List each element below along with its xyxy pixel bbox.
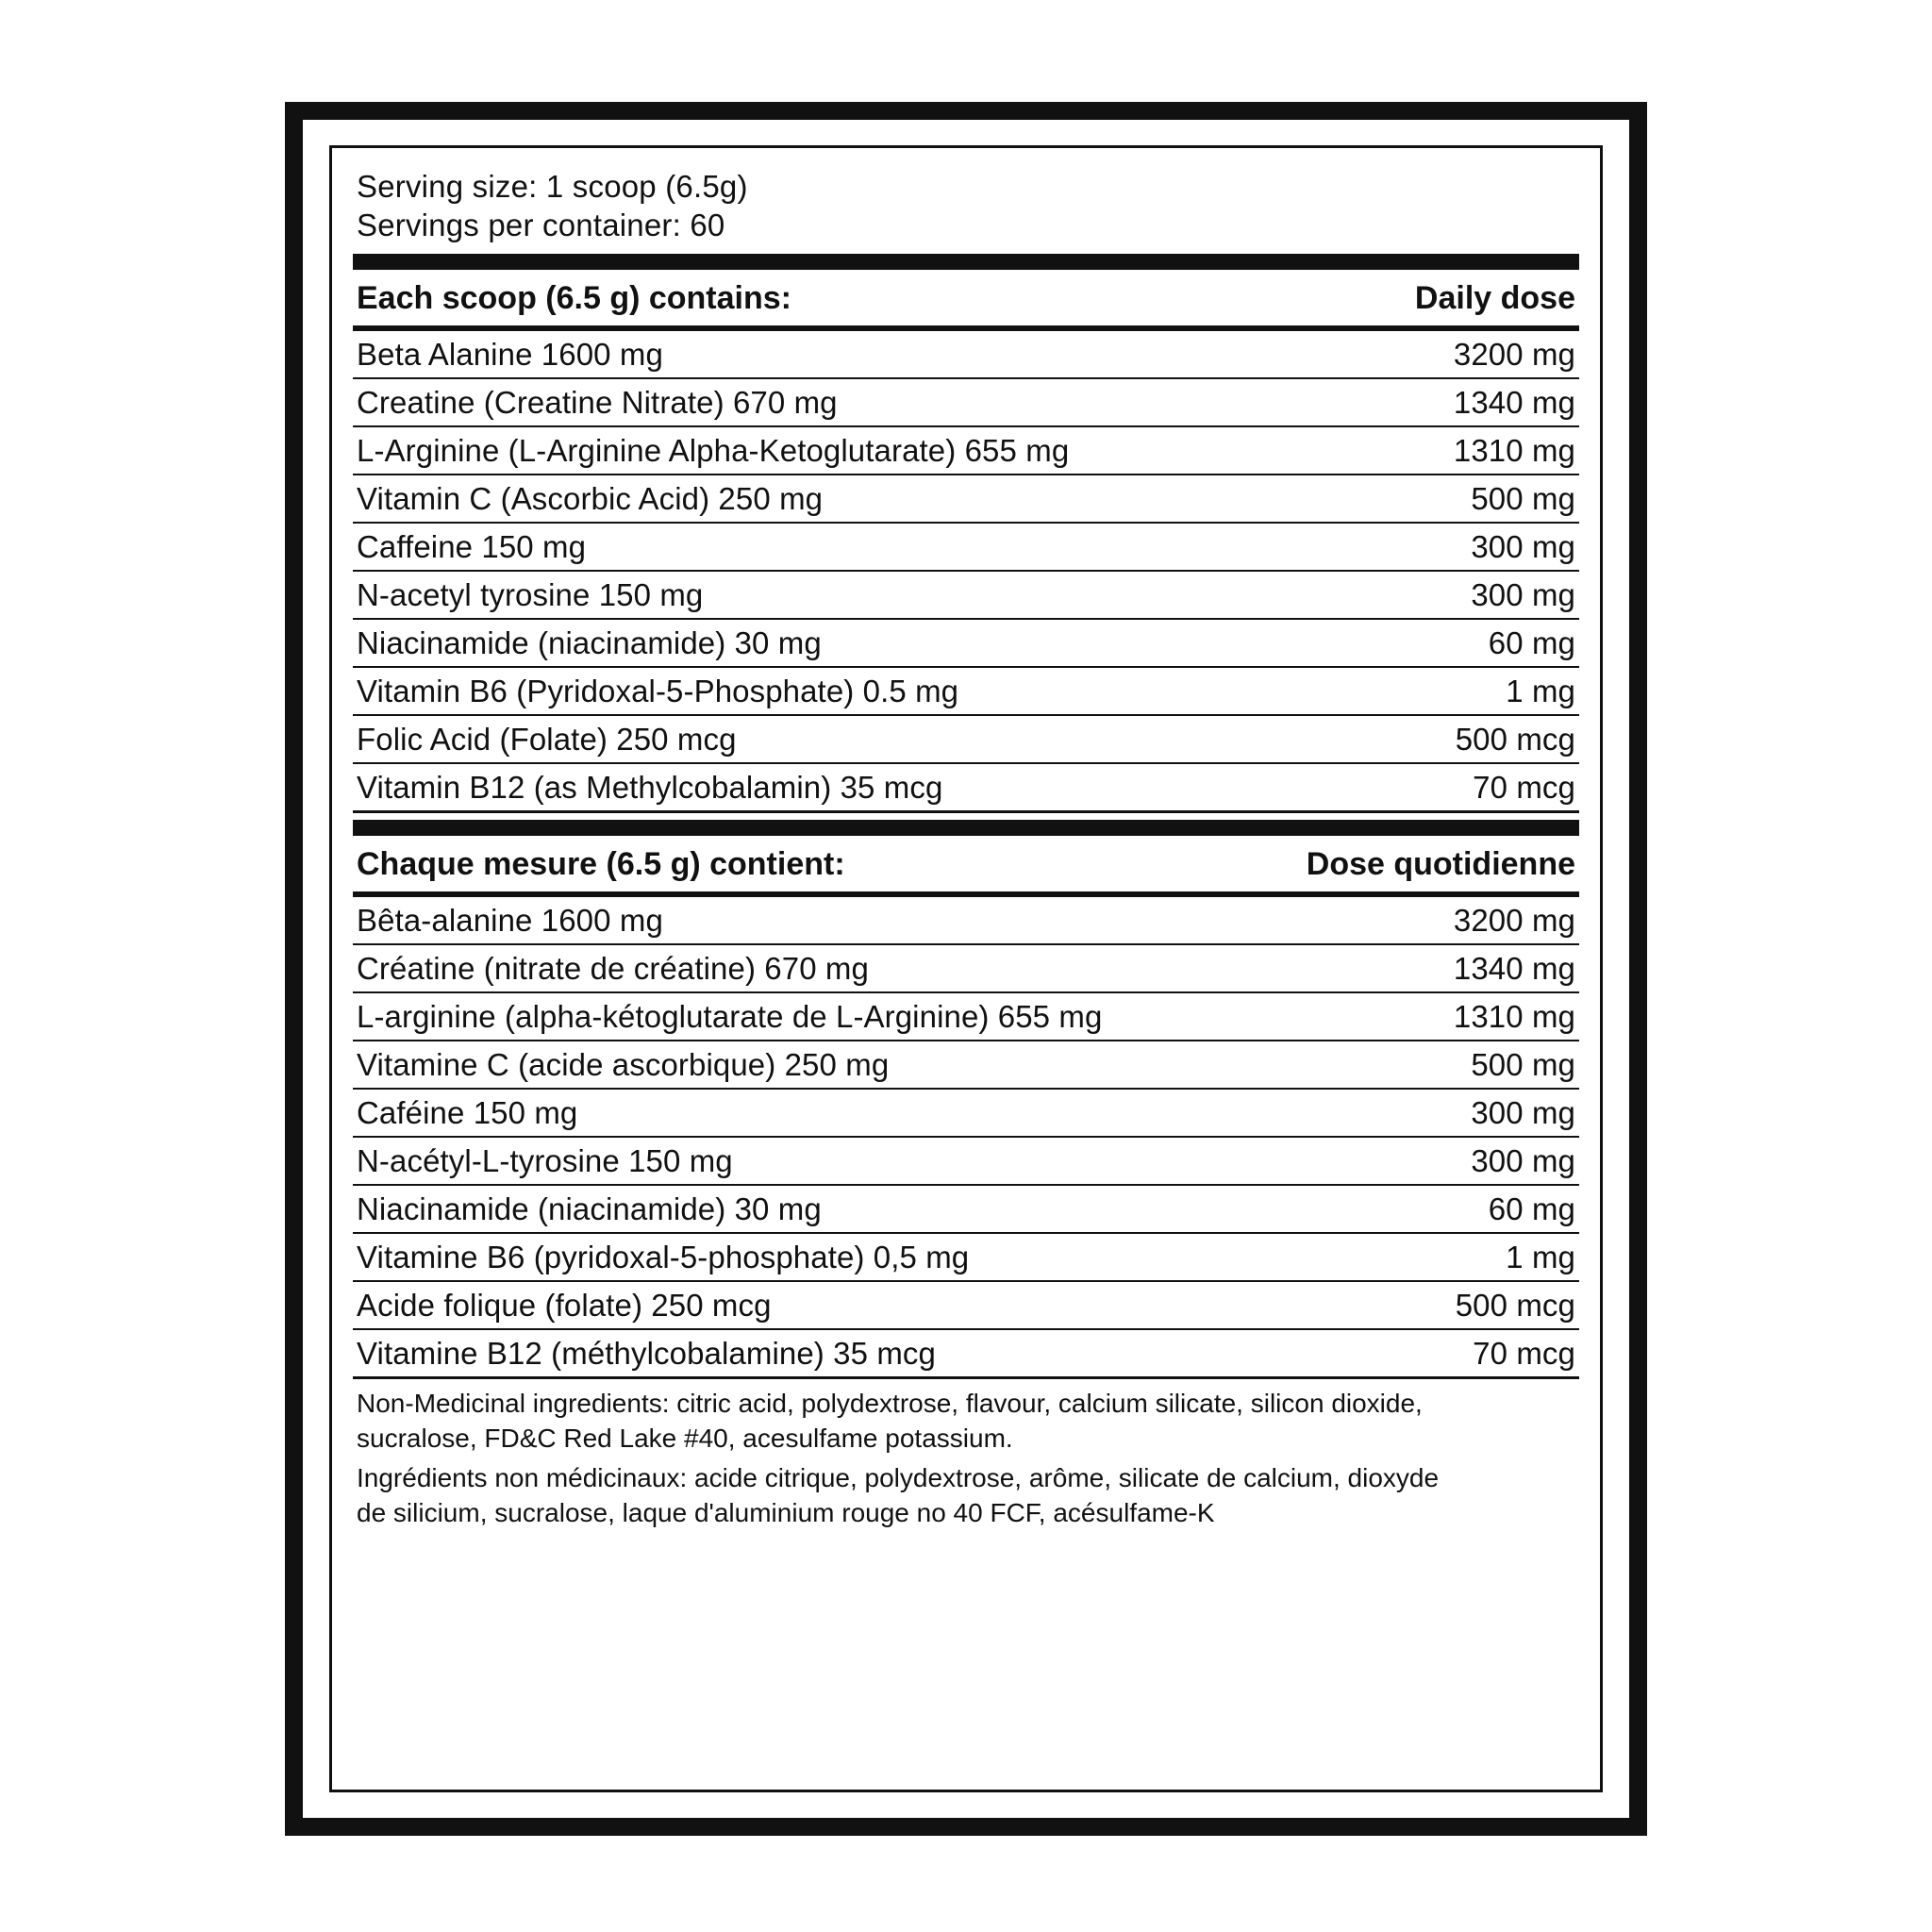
ingredient-name: N-acétyl-L-tyrosine 150 mg (357, 1143, 733, 1178)
table-row (353, 668, 1579, 716)
table-row (353, 764, 1579, 813)
table-row (353, 993, 1579, 1041)
panel-inner-border (329, 145, 1603, 1792)
french-header-row (353, 836, 1579, 897)
table-row (353, 620, 1579, 668)
table-row (353, 475, 1579, 524)
ingredient-dose: 300 mg (1471, 1143, 1575, 1178)
english-rows (353, 331, 1579, 813)
ingredient-name: Beta Alanine 1600 mg (357, 337, 663, 372)
table-row (353, 1138, 1579, 1186)
supplement-facts-panel (285, 102, 1647, 1836)
english-header-right: Daily dose (1414, 280, 1575, 316)
table-row (353, 945, 1579, 993)
french-header-left: Chaque mesure (6.5 g) contient: (357, 846, 845, 882)
footer-en-line2: sucralose, FD&C Red Lake #40, acesulfame potassium. (357, 1424, 1013, 1453)
footer-fr-line2: de silicium, sucralose, laque d'aluminium rouge no 40 FCF, acésulfame-K (357, 1498, 1215, 1527)
ingredient-dose: 500 mcg (1455, 722, 1575, 757)
ingredient-name: Vitamine C (acide ascorbique) 250 mg (357, 1047, 890, 1082)
ingredient-name: Caffeine 150 mg (357, 529, 587, 564)
table-row (353, 1041, 1579, 1090)
table-row (353, 379, 1579, 427)
french-header-right: Dose quotidienne (1306, 846, 1575, 882)
ingredient-dose: 3200 mg (1453, 337, 1575, 372)
ingredient-dose: 1 mg (1506, 1240, 1575, 1274)
ingredient-dose: 1340 mg (1453, 385, 1575, 420)
ingredient-name: Niacinamide (niacinamide) 30 mg (357, 625, 822, 660)
ingredient-name: L-arginine (alpha-kétoglutarate de L-Arginine) 655 mg (357, 999, 1103, 1034)
ingredient-name: N-acetyl tyrosine 150 mg (357, 577, 704, 612)
ingredient-name: Caféine 150 mg (357, 1095, 578, 1130)
ingredient-name: Bêta-alanine 1600 mg (357, 903, 663, 938)
ingredient-dose: 70 mcg (1473, 770, 1575, 805)
english-header-left: Each scoop (6.5 g) contains: (357, 280, 791, 316)
table-row (353, 1234, 1579, 1282)
table-row (353, 1330, 1579, 1379)
ingredient-dose: 500 mg (1471, 481, 1575, 516)
footer-en-line1: Non-Medicinal ingredients: citric acid, polydextrose, flavour, calcium silicate, silicon dioxide, (357, 1389, 1423, 1418)
table-row (353, 716, 1579, 764)
ingredient-dose: 300 mg (1471, 1095, 1575, 1130)
ingredient-name: L-Arginine (L-Arginine Alpha-Ketoglutarate) 655 mg (357, 433, 1070, 468)
ingredient-name: Creatine (Creatine Nitrate) 670 mg (357, 385, 838, 420)
ingredient-dose: 300 mg (1471, 529, 1575, 564)
divider-bar-top (353, 254, 1579, 270)
divider-bar-middle (353, 820, 1579, 836)
panel-content (353, 161, 1579, 1780)
ingredient-name: Folic Acid (Folate) 250 mcg (357, 722, 737, 757)
ingredient-name: Créatine (nitrate de créatine) 670 mg (357, 951, 869, 986)
ingredient-dose: 1340 mg (1453, 951, 1575, 986)
table-row (353, 897, 1579, 945)
ingredient-dose: 500 mcg (1455, 1288, 1575, 1323)
ingredient-name: Vitamine B6 (pyridoxal-5-phosphate) 0,5 mg (357, 1240, 970, 1274)
table-row (353, 1186, 1579, 1234)
footer-fr-line1: Ingrédients non médicinaux: acide citrique, polydextrose, arôme, silicate de calcium, dioxyde (357, 1463, 1440, 1492)
ingredient-dose: 500 mg (1471, 1047, 1575, 1082)
servings-per-container-line: Servings per container: 60 (357, 208, 725, 242)
ingredient-name: Niacinamide (niacinamide) 30 mg (357, 1191, 822, 1226)
ingredient-dose: 1 mg (1506, 674, 1575, 708)
ingredient-dose: 60 mg (1488, 625, 1575, 660)
ingredient-dose: 1310 mg (1453, 433, 1575, 468)
serving-size-line: Serving size: 1 scoop (6.5g) (357, 169, 748, 204)
french-rows (353, 897, 1579, 1379)
table-row (353, 427, 1579, 475)
ingredient-name: Vitamin B12 (as Methylcobalamin) 35 mcg (357, 770, 943, 805)
table-row (353, 572, 1579, 620)
english-header-row (353, 270, 1579, 331)
non-medicinal-ingredients (353, 1379, 1579, 1528)
table-row (353, 1282, 1579, 1330)
ingredient-name: Vitamine B12 (méthylcobalamine) 35 mcg (357, 1336, 936, 1371)
ingredient-dose: 60 mg (1488, 1191, 1575, 1226)
ingredient-dose: 300 mg (1471, 577, 1575, 612)
serving-info (353, 161, 1579, 244)
table-row (353, 331, 1579, 379)
table-row (353, 1090, 1579, 1138)
ingredient-name: Vitamin B6 (Pyridoxal-5-Phosphate) 0.5 mg (357, 674, 959, 708)
ingredient-name: Vitamin C (Ascorbic Acid) 250 mg (357, 481, 824, 516)
ingredient-dose: 3200 mg (1453, 903, 1575, 938)
ingredient-dose: 1310 mg (1453, 999, 1575, 1034)
ingredient-dose: 70 mcg (1473, 1336, 1575, 1371)
table-row (353, 524, 1579, 572)
ingredient-name: Acide folique (folate) 250 mcg (357, 1288, 772, 1323)
